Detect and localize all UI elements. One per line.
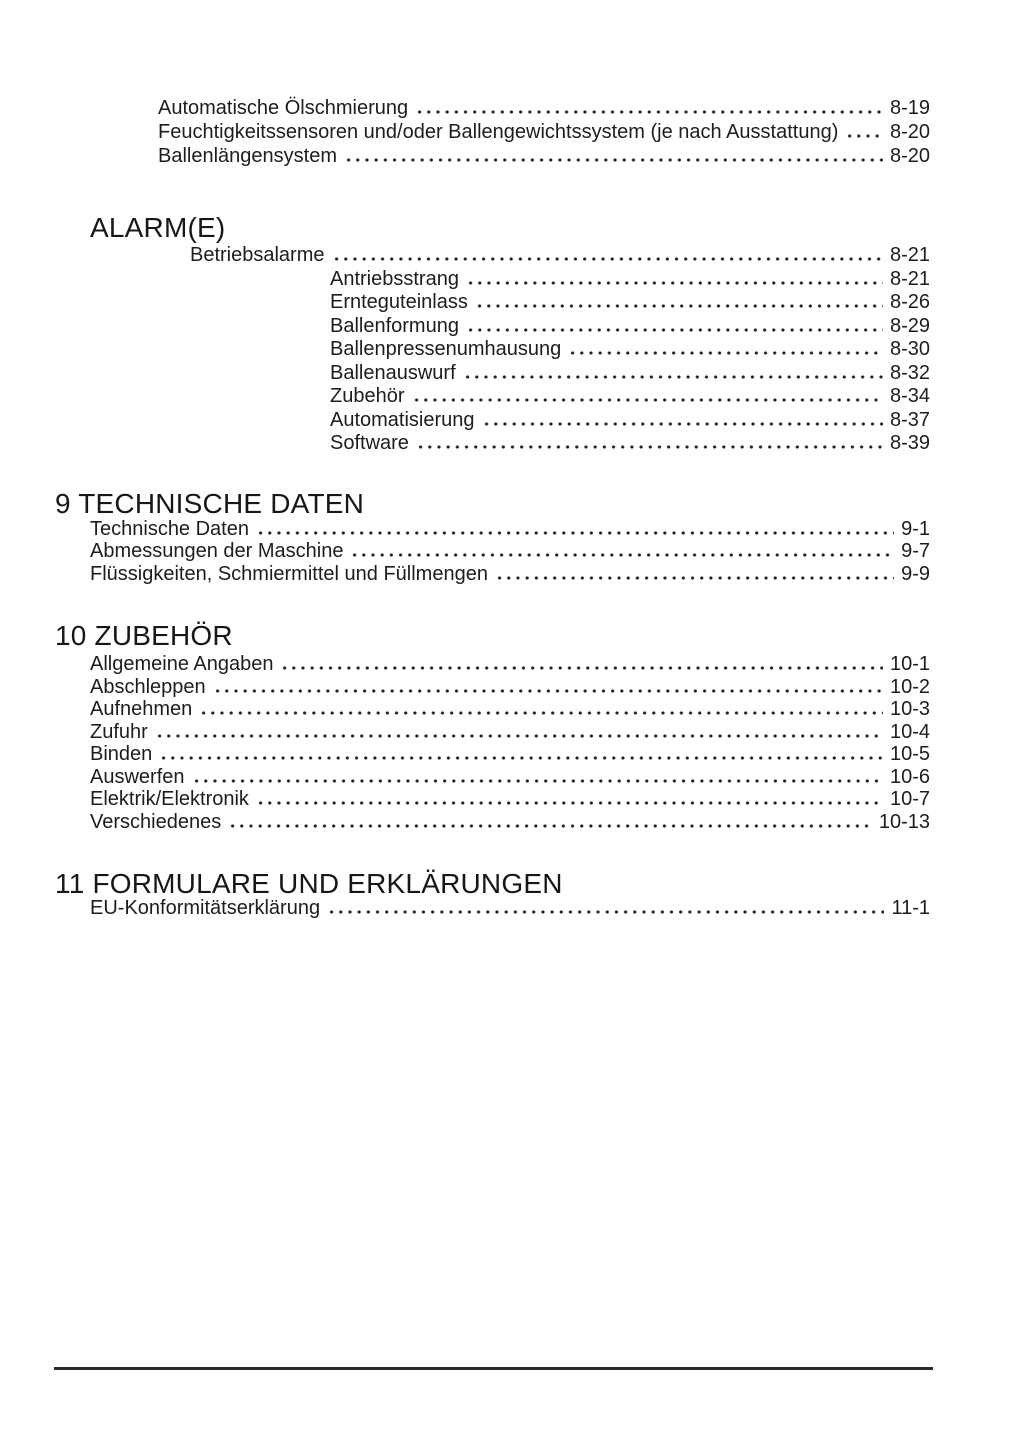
toc-entry bbox=[0, 897, 930, 920]
toc-entry bbox=[0, 698, 930, 721]
dot-leader bbox=[228, 824, 872, 828]
dot-leader bbox=[344, 158, 883, 162]
toc-entry-label: Zubehör bbox=[330, 385, 405, 408]
dot-leader bbox=[475, 304, 883, 308]
dot-leader bbox=[495, 576, 894, 580]
toc-entry bbox=[0, 244, 930, 267]
toc-entry bbox=[0, 97, 930, 121]
toc-section-zubehoer bbox=[0, 653, 930, 833]
toc-entry-page: 8-21 bbox=[889, 268, 930, 290]
dot-leader bbox=[159, 756, 883, 760]
toc-entry-page: 10-1 bbox=[889, 653, 930, 675]
dot-leader bbox=[327, 910, 884, 914]
toc-entry-label: Ballenpressenumhausung bbox=[330, 338, 562, 361]
toc-entry-page: 8-37 bbox=[889, 408, 930, 431]
toc-entry-label: Ballenauswurf bbox=[330, 361, 456, 384]
toc-entry-page: 10-5 bbox=[889, 743, 930, 766]
toc-entry-label: Elektrik/Elektronik bbox=[90, 788, 249, 811]
toc-entry-page: 8-19 bbox=[889, 97, 930, 119]
section-heading-alarme: ALARM(E) bbox=[90, 212, 226, 243]
toc-entry bbox=[0, 540, 930, 563]
toc-entry-page: 10-13 bbox=[878, 810, 930, 833]
dot-leader bbox=[256, 531, 894, 535]
toc-entry-label: Technische Daten bbox=[90, 517, 249, 540]
toc-entry-label: Auswerfen bbox=[90, 765, 185, 788]
toc-entry bbox=[0, 268, 930, 291]
dot-leader bbox=[845, 134, 883, 138]
toc-entry-label: Automatisierung bbox=[330, 408, 475, 431]
toc-entry-label: Binden bbox=[90, 743, 153, 766]
dot-leader bbox=[332, 257, 883, 261]
toc-entry-label: Zufuhr bbox=[90, 720, 148, 743]
dot-leader bbox=[415, 110, 883, 114]
section-heading-formulare: 11 FORMULARE UND ERKLÄRUNGEN bbox=[55, 867, 563, 899]
toc-entry bbox=[0, 385, 930, 408]
toc-entry-label: Feuchtigkeitssensoren und/oder Ballengewichtssystem (je nach Ausstattung) bbox=[158, 121, 839, 143]
footer-rule bbox=[54, 1367, 933, 1370]
toc-entry bbox=[0, 676, 930, 699]
toc-entry bbox=[0, 338, 930, 361]
toc-entry bbox=[0, 811, 930, 834]
toc-entry-page: 10-2 bbox=[889, 675, 930, 698]
toc-carryover bbox=[0, 97, 930, 169]
section-heading-technische-daten: 9 TECHNISCHE DATEN bbox=[55, 487, 365, 519]
dot-leader bbox=[463, 375, 883, 379]
toc-entry-label: Abschleppen bbox=[90, 675, 206, 698]
toc-entry-page: 8-26 bbox=[889, 291, 930, 314]
toc-entry-page: 8-20 bbox=[889, 145, 930, 167]
toc-entry-label: Verschiedenes bbox=[90, 810, 222, 833]
toc-entry bbox=[0, 315, 930, 338]
dot-leader bbox=[256, 801, 883, 805]
dot-leader bbox=[568, 351, 883, 355]
toc-entry bbox=[0, 563, 930, 586]
toc-entry bbox=[0, 145, 930, 169]
toc-entry bbox=[0, 653, 930, 676]
dot-leader bbox=[466, 281, 883, 285]
toc-entry bbox=[0, 432, 930, 455]
toc-entry-page: 10-3 bbox=[889, 698, 930, 721]
toc-entry bbox=[0, 518, 930, 541]
toc-entry-label: Aufnehmen bbox=[90, 698, 193, 721]
toc-entry-page: 10-6 bbox=[889, 765, 930, 788]
toc-entry bbox=[0, 362, 930, 385]
dot-leader bbox=[412, 398, 883, 402]
dot-leader bbox=[280, 666, 882, 670]
toc-entry bbox=[0, 788, 930, 811]
dot-leader bbox=[192, 779, 883, 783]
toc-entry-page: 8-39 bbox=[889, 431, 930, 454]
toc-section-alarme-level1 bbox=[0, 244, 930, 267]
toc-entry-label: Allgemeine Angaben bbox=[90, 653, 274, 675]
toc-section-alarme-level2 bbox=[0, 268, 930, 455]
toc-entry-label: Ernteguteinlass bbox=[330, 291, 468, 314]
toc-entry bbox=[0, 409, 930, 432]
toc-entry-page: 8-20 bbox=[889, 121, 930, 143]
toc-entry bbox=[0, 291, 930, 314]
toc-entry-label: Flüssigkeiten, Schmiermittel und Füllmengen bbox=[90, 562, 488, 585]
toc-entry-page: 8-30 bbox=[889, 338, 930, 361]
toc-entry bbox=[0, 743, 930, 766]
toc-entry-page: 8-21 bbox=[889, 243, 930, 266]
toc-section-formulare bbox=[0, 897, 930, 920]
dot-leader bbox=[213, 689, 883, 693]
dot-leader bbox=[199, 711, 883, 715]
toc-entry-label: Ballenlängensystem bbox=[158, 145, 337, 167]
toc-entry-page: 8-29 bbox=[889, 314, 930, 337]
toc-entry-page: 11-1 bbox=[891, 896, 930, 919]
dot-leader bbox=[350, 553, 894, 557]
toc-entry-label: EU-Konformitätserklärung bbox=[90, 896, 321, 919]
dot-leader bbox=[482, 422, 883, 426]
dot-leader bbox=[466, 328, 883, 332]
toc-entry-page: 10-4 bbox=[889, 720, 930, 743]
toc-entry-label: Ballenformung bbox=[330, 314, 459, 337]
toc-entry-page: 10-7 bbox=[889, 788, 930, 811]
toc-entry-page: 9-7 bbox=[901, 540, 930, 563]
toc-entry bbox=[0, 121, 930, 145]
toc-section-technische-daten bbox=[0, 518, 930, 586]
toc-entry-label: Automatische Ölschmierung bbox=[158, 97, 409, 119]
toc-entry bbox=[0, 766, 930, 789]
dot-leader bbox=[416, 445, 883, 449]
toc-entry-label: Antriebsstrang bbox=[330, 268, 459, 290]
toc-entry-page: 8-34 bbox=[889, 385, 930, 408]
toc-entry-page: 9-9 bbox=[901, 562, 930, 585]
toc-entry-label: Abmessungen der Maschine bbox=[90, 540, 344, 563]
toc-entry-label: Software bbox=[330, 431, 409, 454]
toc-entry bbox=[0, 721, 930, 744]
toc-entry-page: 9-1 bbox=[901, 517, 930, 540]
section-heading-zubehoer: 10 ZUBEHÖR bbox=[55, 619, 233, 651]
dot-leader bbox=[155, 734, 883, 738]
toc-entry-page: 8-32 bbox=[889, 361, 930, 384]
toc-entry-label: Betriebsalarme bbox=[190, 243, 325, 266]
